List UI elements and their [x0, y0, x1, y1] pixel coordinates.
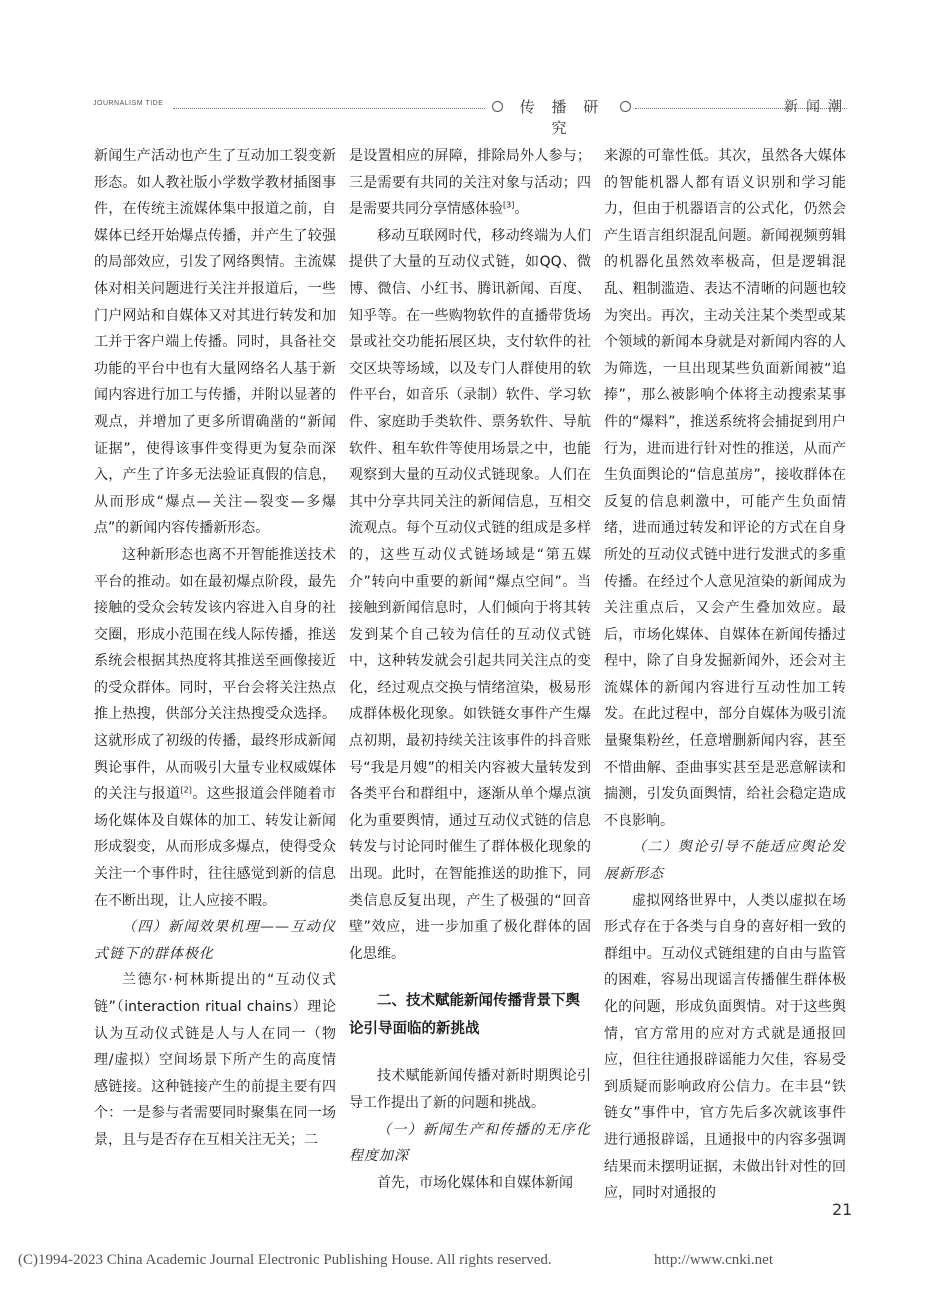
- running-header: [93, 96, 850, 137]
- header-circle-left-icon: [492, 101, 503, 112]
- copyright-footer: [18, 1252, 774, 1269]
- paragraph: 来源的可靠性低。其次，虽然各大媒体的智能机器人都有语义识别和学习能力，但由于机器语言的公式化，仍然会产生语言组织混乱问题。新闻视频剪辑的机器化虽然效率极高，但是逻辑混乱、粗制滥造、表达不清晰的问题也较为突出。再次，主动关注某个类型或某个领域的新闻本身就是对新闻内容的人为筛选，一旦出现某些负面新闻被“追捧”，那么被影响个体将主动搜索某事件的“爆料”，推送系统将会捕捉到用户行为，进而进行针对性的推送，从而产生负面舆论的“信息茧房”，接收群体在反复的信息刺激中，可能产生负面情绪，进而通过转发和评论的方式在自身所处的互动仪式链中进行发泄式的多重传播。在经过个人意见渲染的新闻成为关注重点后，又会产生叠加效应。最后，市场化媒体、自媒体在新闻传播过程中，除了自身发掘新闻外，还会对主流媒体的新闻内容进行互动性加工转发。在此过程中，部分自媒体为吸引流量聚集粉丝，任意增删新闻内容，甚至不惜曲解、歪曲事实甚至是恶意解读和揣测，引发负面舆情，给社会稳定造成不良影响。: [604, 148, 846, 829]
- citation-ref: [2]: [180, 785, 192, 795]
- journal-name-en: JOURNALISM TIDE: [93, 100, 164, 107]
- section-title: 传 播 研 究: [519, 98, 605, 137]
- page-number: 21: [832, 1200, 853, 1219]
- paragraph: 技术赋能新闻传播对新时期舆论引导工作提出了新的问题和挑战。: [349, 1068, 591, 1111]
- citation-ref: [3]: [503, 200, 515, 210]
- paragraph: 兰德尔·柯林斯提出的“互动仪式链”（interaction ritual chains）理论认为互动仪式链是人与人在同一（物理/虚拟）空间场景下所产生的高度情感链接。这种链接产生的前提主要有四个：一是参与者需要同时聚集在同一场景，且与是否存在互相关注无关；二: [94, 972, 336, 1148]
- column-1: [94, 143, 336, 1154]
- paragraph: 首先，市场化媒体和自媒体新闻: [377, 1174, 573, 1191]
- paragraph: 移动互联网时代，移动终端为人们提供了大量的互动仪式链，如QQ、微博、微信、小红书、腾讯新闻、百度、知乎等。在一些购物软件的直播带货场景或社交功能拓展区块，支付软件的社交区块等场域，以及专门人群使用的软件平台，如音乐（录制）软件、学习软件、家庭助手类软件、票务软件、导航软件、租车软件等使用场景之中，也能观察到大量的互动仪式链现象。人们在其中分享共同关注的新闻信息，互相交流观点。每个互动仪式链的组成是多样的，这些互动仪式链场域是“第五媒介”转向中重要的新闻“爆点空间”。当接触到新闻信息时，人们倾向于将其转发到某个自己较为信任的互动仪式链中，这种转发就会引起共同关注点的变化，经过观点交换与情绪渲染，极易形成群体极化现象。如铁链女事件产生爆点初期，最初持续关注该事件的抖音账号“我是月嫂”的相关内容被大量转发到各类平台和群组中，逐渐从单个爆点演化为重要舆情，通过互动仪式链的信息转发与讨论同时催生了群体极化现象的出现。此时，在智能推送的助推下，同类信息反复出现，产生了极强的“回音壁”效应，进一步加重了极化群体的固化思维。: [349, 227, 591, 962]
- header-dotted-rule-left: [173, 108, 485, 109]
- subheading: （二）舆论引导不能适应舆论发展新形态: [604, 839, 846, 883]
- column-2: [349, 143, 591, 1196]
- subheading: （一）新闻生产和传播的无序化程度加深: [349, 1121, 591, 1165]
- journal-name-cn: 新闻潮: [784, 99, 850, 115]
- section-heading: 二、技术赋能新闻传播背景下舆论引导面临的新挑战: [349, 993, 580, 1038]
- subheading: （四）新闻效果机理——互动仪式链下的群体极化: [94, 919, 336, 962]
- paragraph: 新闻生产活动也产生了互动加工裂变新形态。如人教社版小学数学教材插图事件，在传统主流媒体集中报道之前，自媒体已经开始爆点传播，并产生了较强的局部效应，引发了网络舆情。主流媒体对相关问题进行关注并报道后，一些门户网站和自媒体又对其进行转发和加工并于客户端上传播。同时，具备社交功能的平台中也有大量网络名人基于新闻内容进行加工与传播，并附以显著的观点，并增加了更多所谓确凿的“新闻证据”，使得该事件变得更为复杂而深入，产生了许多无法验证真假的信息，从而形成“爆点—关注—裂变—多爆点”的新闻内容传播新形态。: [94, 148, 336, 537]
- column-3: [604, 143, 846, 1207]
- header-circle-right-icon: [620, 101, 631, 112]
- paragraph: 虚拟网络世界中，人类以虚拟在场形式存在于各类与自身的喜好相一致的群组中。互动仪式链组建的自由与监管的困难，容易出现谣言传播催生群体极化的问题，形成负面舆情。对于这些舆情，官方常用的应对方式就是通报回应，但往往通报辟谣能力欠佳，容易受到质疑而影响政府公信力。在丰县“铁链女”事件中，官方先后多次就该事件进行通报辟谣，且通报中的内容多强调结果而未摆明证据，未做出针对性的回应，同时对通报的: [604, 892, 846, 1202]
- paragraph: 这种新形态也离不开智能推送技术平台的推动。如在最初爆点阶段，最先接触的受众会转发该内容进入自身的社交圈，形成小范围在线人际传播，推送系统会根据其热度将其推送至画像接近的受众群体。同时，平台会将关注热点推上热搜，供部分关注热搜受众选择。这就形成了初级的传播，最终形成新闻舆论事件，从而吸引大量专业权威媒体的关注与报道[2]。这些报道会伴随着市场化媒体及自媒体的加工、转发让新闻形成裂变，从而形成多爆点，使得受众关注一个事件时，往往感觉到新的信息在不断出现，让人应接不暇。: [94, 546, 337, 909]
- paragraph: 是设置相应的屏障，排除局外人参与；三是需要有共同的关注对象与活动；四是需要共同分享情感体验[3]。: [349, 148, 591, 218]
- copyright-text: (C)1994-2023 China Academic Journal Electronic Publishing House. All rights reserved.: [18, 1252, 552, 1268]
- cnki-link[interactable]: http://www.cnki.net: [654, 1252, 774, 1268]
